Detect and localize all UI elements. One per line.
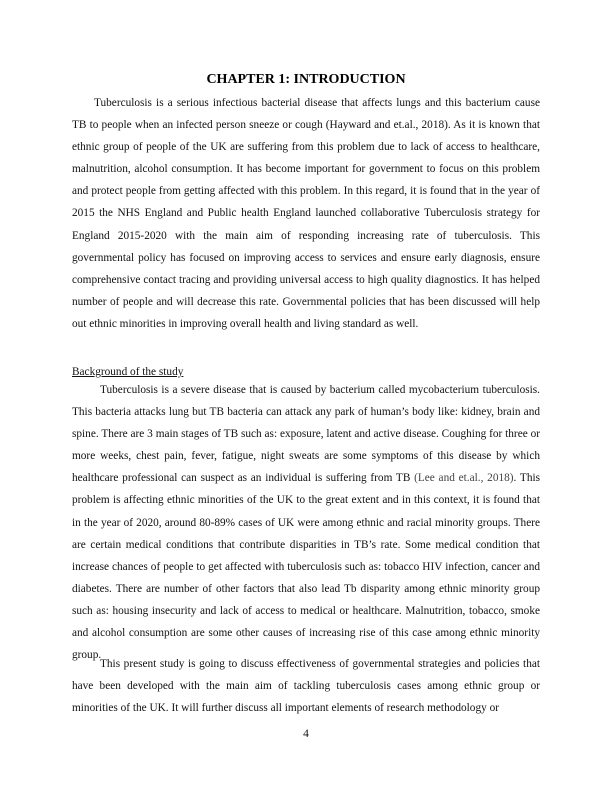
background-text-part-2: . This problem is affecting ethnic minorities of the UK to the great extent and in this context, it is found that in the year of 2020, around 80-89% cases of UK were among ethnic and racial minority groups. There are certain medical conditions that contribute disparities in TB’s rate. Some medical condition that increase chances of people to get affected with tuberculosis such as: tobacco HIV infection, cancer and diabetes. There are number of other factors that also lead Tb disparity among ethnic minority group such as: housing insecurity and lack of access to medical or healthcare. Malnutrition, tobacco, smoke and alcohol consumption are some other causes of increasing rise of this case among ethnic minority group. xyxy=(72,472,540,662)
page-number: 4 xyxy=(303,728,309,740)
background-paragraph xyxy=(72,379,540,666)
citation: (Lee and et.al., 2018) xyxy=(414,472,514,485)
chapter-title: CHAPTER 1: INTRODUCTION xyxy=(206,72,406,87)
background-text-part-1: Tuberculosis is a severe disease that is caused by bacterium called mycobacterium tuberculosis. This bacteria attacks lung but TB bacteria can attack any park of human’s body like: kidney, brain and spine. There are 3 main stages of TB such as: exposure, latent and active disease. Coughing for three or more weeks, chest pain, fever, fatigue, night sweats are some symptoms of this disease by which healthcare professional can suspect as an individual is suffering from TB xyxy=(72,384,540,485)
section-heading: Background of the study xyxy=(72,366,184,378)
study-paragraph: This present study is going to discuss effectiveness of governmental strategies and policies that have been developed with the main aim of tackling tuberculosis cases among ethnic group or minorities of the UK. It will further discuss all important elements of research methodology or xyxy=(72,658,540,715)
intro-paragraph: Tuberculosis is a serious infectious bacterial disease that affects lungs and this bacterium cause TB to people when an infected person sneeze or cough (Hayward and et.al., 2018). As it is known that ethnic group of people of the UK are suffering from this problem due to lack of access to healthcare, malnutrition, alcohol consumption. It has become important for government to focus on this problem and protect people from getting affected with this problem. In this regard, it is found that in the year of 2015 the NHS England and Public health England launched collaborative Tuberculosis strategy for England 2015-2020 with the main aim of responding increasing rate of tuberculosis. This governmental policy has focused on improving access to services and ensure early diagnosis, ensure comprehensive contact tracing and providing universal access to high quality diagnostics. It has helped number of people and will decrease this rate. Governmental policies that has been discussed will help out ethnic minorities in improving overall health and living standard as well. xyxy=(72,97,540,330)
